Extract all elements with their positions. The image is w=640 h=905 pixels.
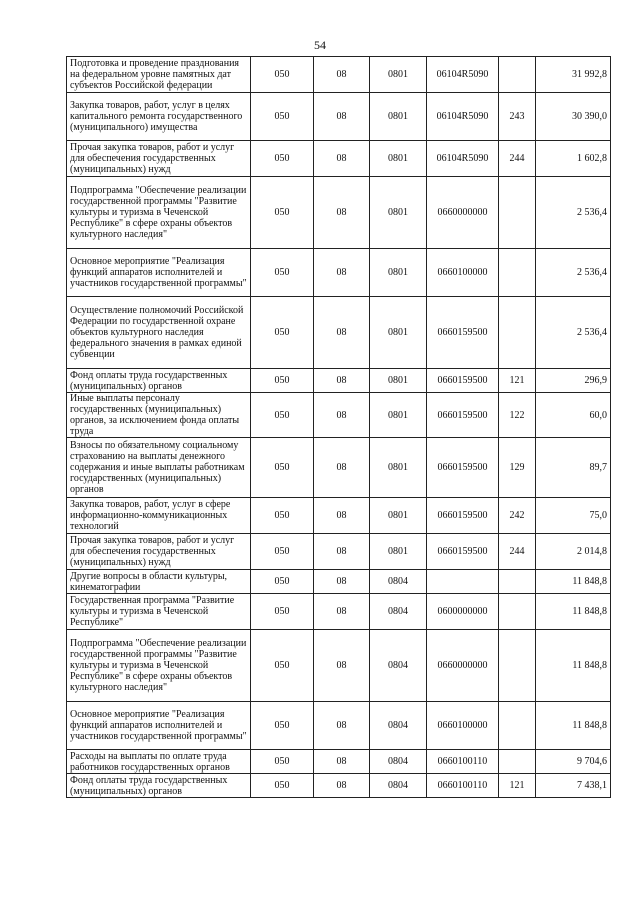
row-target-article-cell: 0660159500 [427, 498, 499, 534]
row-section-cell: 08 [314, 630, 370, 702]
row-section-cell: 08 [314, 177, 370, 249]
row-section-cell: 08 [314, 297, 370, 369]
row-target-article-cell: 0660100110 [427, 774, 499, 798]
row-expense-type-cell: 244 [499, 141, 536, 177]
row-subsection-cell: 0801 [370, 141, 427, 177]
row-admin-code-cell: 050 [251, 297, 314, 369]
row-amount-cell: 2 014,8 [536, 534, 611, 570]
row-name-cell: Государственная программа "Развитие культуры и туризма в Чеченской Республике" [67, 594, 251, 630]
row-expense-type-cell: 129 [499, 438, 536, 498]
row-section-cell: 08 [314, 750, 370, 774]
row-subsection-cell: 0801 [370, 498, 427, 534]
row-target-article-cell: 06104R5090 [427, 141, 499, 177]
table-row [67, 438, 611, 498]
row-admin-code-cell: 050 [251, 249, 314, 297]
row-section-cell: 08 [314, 57, 370, 93]
row-amount-cell: 1 602,8 [536, 141, 611, 177]
table-row [67, 93, 611, 141]
table-row [67, 177, 611, 249]
row-name-cell: Осуществление полномочий Российской Федерации по государственной охране объектов культурного наследия федерального значения в рамках единой субвенции [67, 297, 251, 369]
row-subsection-cell: 0801 [370, 177, 427, 249]
row-amount-cell: 7 438,1 [536, 774, 611, 798]
row-subsection-cell: 0804 [370, 702, 427, 750]
table-row [67, 57, 611, 93]
row-subsection-cell: 0801 [370, 93, 427, 141]
row-target-article-cell: 0660159500 [427, 297, 499, 369]
row-section-cell: 08 [314, 438, 370, 498]
row-subsection-cell: 0801 [370, 249, 427, 297]
row-target-article-cell: 0660159500 [427, 369, 499, 393]
table-row [67, 570, 611, 594]
table-row [67, 750, 611, 774]
row-section-cell: 08 [314, 141, 370, 177]
row-subsection-cell: 0804 [370, 570, 427, 594]
row-target-article-cell: 0600000000 [427, 594, 499, 630]
row-subsection-cell: 0801 [370, 534, 427, 570]
row-admin-code-cell: 050 [251, 498, 314, 534]
row-target-article-cell: 06104R5090 [427, 93, 499, 141]
row-admin-code-cell: 050 [251, 57, 314, 93]
row-admin-code-cell: 050 [251, 750, 314, 774]
row-target-article-cell: 0660100000 [427, 702, 499, 750]
row-amount-cell: 11 848,8 [536, 570, 611, 594]
table-row [67, 594, 611, 630]
row-admin-code-cell: 050 [251, 141, 314, 177]
row-section-cell: 08 [314, 570, 370, 594]
row-subsection-cell: 0801 [370, 297, 427, 369]
table-row [67, 534, 611, 570]
row-target-article-cell: 0660159500 [427, 393, 499, 438]
row-admin-code-cell: 050 [251, 702, 314, 750]
row-section-cell: 08 [314, 93, 370, 141]
row-expense-type-cell: 121 [499, 774, 536, 798]
row-subsection-cell: 0804 [370, 774, 427, 798]
row-name-cell: Взносы по обязательному социальному страхованию на выплаты денежного содержания и иные выплаты работникам государственных (муниципальных) органов [67, 438, 251, 498]
row-subsection-cell: 0804 [370, 594, 427, 630]
row-expense-type-cell: 242 [499, 498, 536, 534]
row-name-cell: Другие вопросы в области культуры, кинематографии [67, 570, 251, 594]
row-expense-type-cell: 121 [499, 369, 536, 393]
row-name-cell: Основное мероприятие "Реализация функций аппаратов исполнителей и участников государственной программы" [67, 702, 251, 750]
row-expense-type-cell [499, 630, 536, 702]
row-expense-type-cell [499, 249, 536, 297]
row-name-cell: Подпрограмма "Обеспечение реализации государственной программы "Развитие культуры и туризма в Чеченской Республике" в сфере охраны объектов культурного наследия" [67, 630, 251, 702]
row-expense-type-cell [499, 594, 536, 630]
table-row [67, 249, 611, 297]
row-amount-cell: 2 536,4 [536, 177, 611, 249]
row-amount-cell: 89,7 [536, 438, 611, 498]
row-section-cell: 08 [314, 702, 370, 750]
row-name-cell: Подготовка и проведение празднования на федеральном уровне памятных дат субъектов Российской федерации [67, 57, 251, 93]
row-expense-type-cell [499, 297, 536, 369]
row-target-article-cell: 0660000000 [427, 630, 499, 702]
row-admin-code-cell: 050 [251, 594, 314, 630]
row-subsection-cell: 0801 [370, 57, 427, 93]
row-admin-code-cell: 050 [251, 534, 314, 570]
row-section-cell: 08 [314, 393, 370, 438]
row-name-cell: Фонд оплаты труда государственных (муниципальных) органов [67, 369, 251, 393]
row-admin-code-cell: 050 [251, 369, 314, 393]
row-amount-cell: 31 992,8 [536, 57, 611, 93]
row-amount-cell: 11 848,8 [536, 594, 611, 630]
row-expense-type-cell [499, 177, 536, 249]
row-name-cell: Прочая закупка товаров, работ и услуг для обеспечения государственных (муниципальных) нужд [67, 534, 251, 570]
row-section-cell: 08 [314, 534, 370, 570]
row-amount-cell: 11 848,8 [536, 630, 611, 702]
table-row [67, 630, 611, 702]
row-subsection-cell: 0804 [370, 750, 427, 774]
row-amount-cell: 60,0 [536, 393, 611, 438]
row-expense-type-cell [499, 57, 536, 93]
table-row [67, 774, 611, 798]
row-name-cell: Основное мероприятие "Реализация функций аппаратов исполнителей и участников государственной программы" [67, 249, 251, 297]
row-amount-cell: 2 536,4 [536, 249, 611, 297]
row-target-article-cell: 0660100110 [427, 750, 499, 774]
row-amount-cell: 75,0 [536, 498, 611, 534]
row-amount-cell: 30 390,0 [536, 93, 611, 141]
row-target-article-cell [427, 570, 499, 594]
row-amount-cell: 2 536,4 [536, 297, 611, 369]
row-admin-code-cell: 050 [251, 177, 314, 249]
row-admin-code-cell: 050 [251, 93, 314, 141]
row-expense-type-cell [499, 570, 536, 594]
table-row [67, 297, 611, 369]
row-amount-cell: 296,9 [536, 369, 611, 393]
row-name-cell: Фонд оплаты труда государственных (муниципальных) органов [67, 774, 251, 798]
row-section-cell: 08 [314, 594, 370, 630]
row-expense-type-cell [499, 702, 536, 750]
table-row [67, 702, 611, 750]
row-admin-code-cell: 050 [251, 774, 314, 798]
row-admin-code-cell: 050 [251, 393, 314, 438]
row-expense-type-cell: 243 [499, 93, 536, 141]
table-row [67, 393, 611, 438]
row-section-cell: 08 [314, 498, 370, 534]
row-name-cell: Закупка товаров, работ, услуг в целях капитального ремонта государственного (муниципального) имущества [67, 93, 251, 141]
budget-table [66, 56, 611, 798]
table-row [67, 498, 611, 534]
row-target-article-cell: 06104R5090 [427, 57, 499, 93]
row-subsection-cell: 0801 [370, 438, 427, 498]
row-admin-code-cell: 050 [251, 570, 314, 594]
row-name-cell: Иные выплаты персоналу государственных (муниципальных) органов, за исключением фонда оплаты труда [67, 393, 251, 438]
row-name-cell: Прочая закупка товаров, работ и услуг для обеспечения государственных (муниципальных) нужд [67, 141, 251, 177]
row-expense-type-cell: 244 [499, 534, 536, 570]
row-amount-cell: 9 704,6 [536, 750, 611, 774]
row-admin-code-cell: 050 [251, 438, 314, 498]
table-row [67, 369, 611, 393]
row-expense-type-cell [499, 750, 536, 774]
row-name-cell: Подпрограмма "Обеспечение реализации государственной программы "Развитие культуры и туризма в Чеченской Республике" в сфере охраны объектов культурного наследия" [67, 177, 251, 249]
row-subsection-cell: 0801 [370, 393, 427, 438]
row-name-cell: Закупка товаров, работ, услуг в сфере информационно-коммуникационных технологий [67, 498, 251, 534]
row-expense-type-cell: 122 [499, 393, 536, 438]
row-target-article-cell: 0660100000 [427, 249, 499, 297]
row-section-cell: 08 [314, 369, 370, 393]
row-subsection-cell: 0804 [370, 630, 427, 702]
row-admin-code-cell: 050 [251, 630, 314, 702]
row-target-article-cell: 0660000000 [427, 177, 499, 249]
row-amount-cell: 11 848,8 [536, 702, 611, 750]
row-target-article-cell: 0660159500 [427, 534, 499, 570]
row-subsection-cell: 0801 [370, 369, 427, 393]
row-section-cell: 08 [314, 774, 370, 798]
row-section-cell: 08 [314, 249, 370, 297]
page-number: 54 [314, 38, 326, 52]
row-target-article-cell: 0660159500 [427, 438, 499, 498]
table-row [67, 141, 611, 177]
row-name-cell: Расходы на выплаты по оплате труда работников государственных органов [67, 750, 251, 774]
